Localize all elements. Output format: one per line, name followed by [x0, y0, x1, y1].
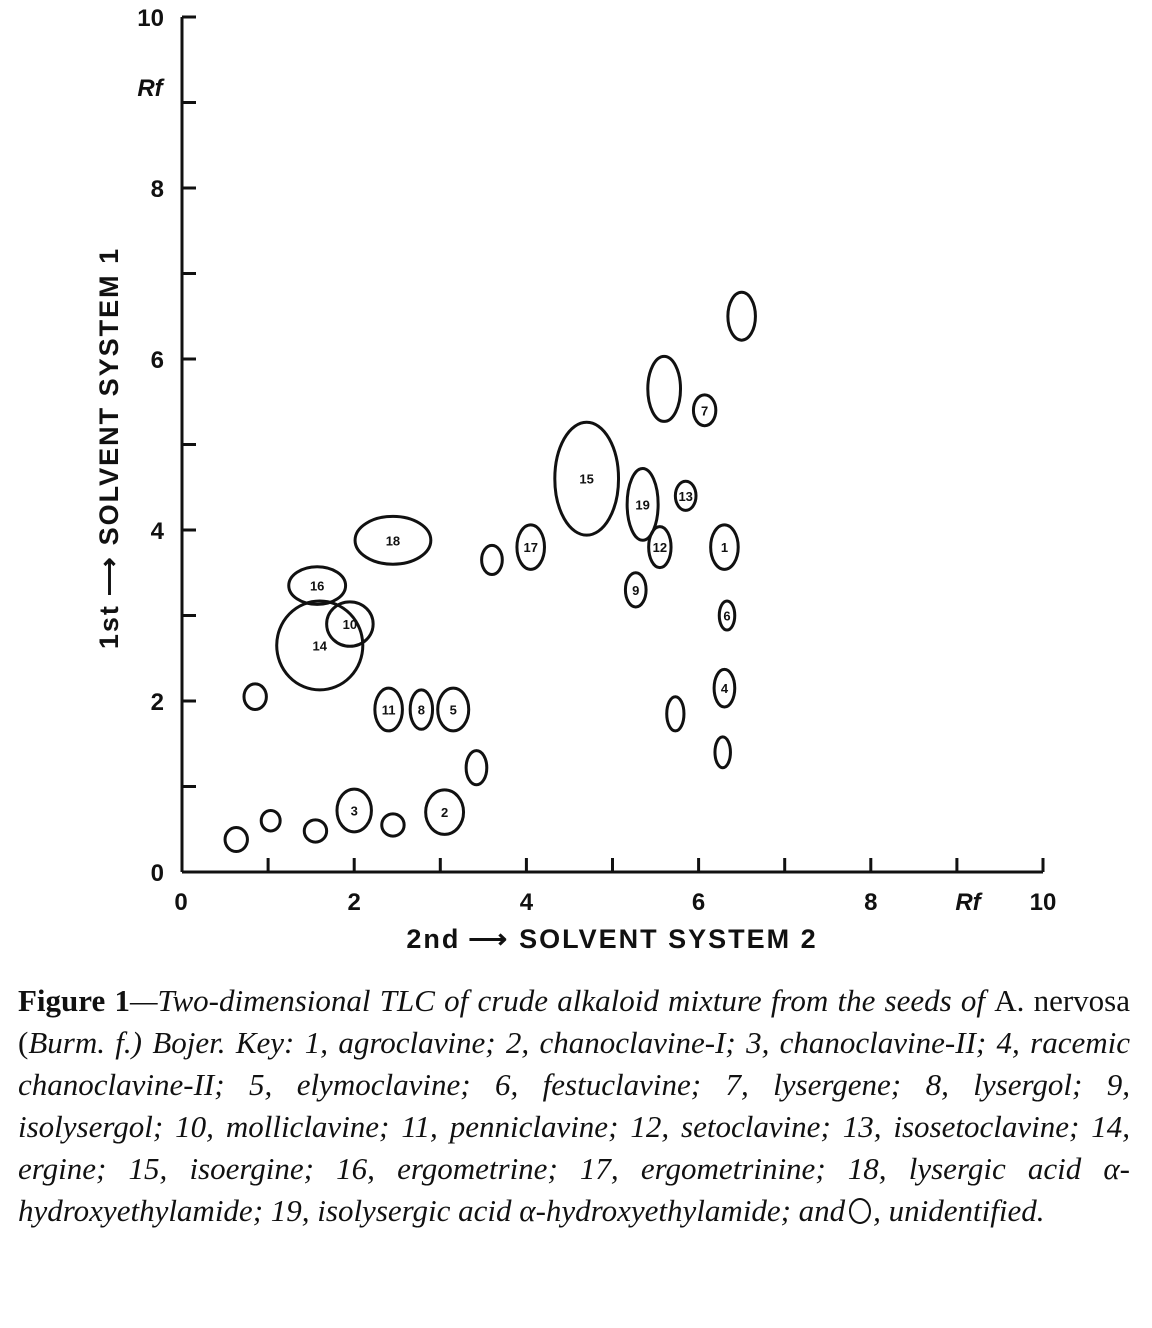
caption-part-1: —Two-dimensional TLC of crude alkaloid mixture from the seeds of	[129, 983, 995, 1018]
y-unit-label: Rf	[137, 75, 163, 102]
y-tick-label: 10	[137, 5, 164, 32]
spot-label: 8	[417, 702, 425, 718]
x-tick-label: 6	[691, 889, 706, 916]
spot-unidentified	[667, 697, 684, 731]
spot-label: 2	[440, 805, 449, 821]
caption-lead: Figure 1	[18, 983, 130, 1018]
y-axis-title: 1st⟶SOLVENT SYSTEM 1	[94, 246, 124, 650]
x-axis-title: 2nd ⟶ SOLVENT SYSTEM 2	[406, 924, 818, 954]
y-axis-label: SOLVENT SYSTEM 1	[94, 246, 124, 546]
spot-unidentified	[482, 545, 503, 574]
spot-label: 7	[701, 403, 709, 419]
x-tick-label: 4	[519, 889, 534, 916]
y-tick-label: 8	[150, 176, 164, 203]
x-axis-prefix: 2nd	[406, 924, 461, 954]
spot-label: 15	[579, 471, 594, 487]
x-tick-label: 8	[864, 889, 878, 916]
spot-unidentified	[382, 814, 404, 836]
y-tick-label: 0	[150, 860, 164, 887]
spot-label: 17	[523, 540, 538, 556]
x-tick-label: 0	[174, 889, 188, 916]
spot-unidentified	[466, 751, 487, 785]
y-tick-label: 4	[150, 518, 164, 545]
caption-part-4: , unidentified.	[873, 1193, 1045, 1228]
y-axis-prefix: 1st	[94, 604, 124, 650]
y-tick-label: 6	[150, 347, 164, 374]
spot-unidentified	[728, 292, 756, 340]
chart-axes	[137, 5, 1056, 916]
spot-label: 11	[381, 702, 396, 718]
spot-label: 18	[385, 533, 401, 549]
chart-spots	[225, 292, 755, 851]
x-axis-label: SOLVENT SYSTEM 2	[519, 924, 818, 954]
spot-unidentified	[225, 828, 247, 852]
caption-part-2: (	[18, 1025, 29, 1060]
spot-unidentified	[244, 684, 266, 710]
spot-label: 12	[652, 540, 668, 556]
spot-label: 19	[635, 497, 650, 513]
spot-label: 6	[723, 608, 731, 624]
spot-label: 5	[449, 702, 457, 718]
x-tick-label: 10	[1029, 889, 1057, 916]
spot-label: 4	[720, 681, 729, 697]
figure-caption	[18, 980, 1130, 1232]
spot-label: 16	[309, 578, 325, 594]
spot-label: 14	[312, 638, 327, 654]
spot-label: 1	[720, 540, 729, 556]
spot-unidentified	[715, 737, 730, 768]
spot-label: 9	[632, 582, 640, 598]
x-unit-label: Rf	[955, 889, 981, 916]
spot-unidentified	[304, 820, 326, 842]
caption-part-3: ) Bojer. Key: 1, agroclavine; 2, chanoclavine-I; 3, chanoclavine-II; 4, racemic chanoclavine-II; 5, elymoclavine; 6, festuclavine; 7, lysergene; 8, lysergol; 9, isolysergol; 10, molliclavine; 11, penniclavine; 12, setoclavine; 13, isosetoclavine; 14, ergine; 15, isoergine; 16, ergometrine; 17, ergometrinine; 18, lysergic acid α-hydroxyethylamide; 19, isolysergic acid α-hydroxyethylamide; and	[18, 1025, 1130, 1228]
caption-authority: Burm. f.	[28, 1025, 132, 1060]
caption-genus: A. nervosa	[994, 983, 1131, 1018]
y-tick-label: 2	[150, 689, 164, 716]
spot-label: 3	[350, 803, 358, 819]
unidentified-circle-icon	[849, 1198, 871, 1224]
spot-unidentified	[261, 810, 280, 831]
spot-label: 13	[678, 488, 693, 504]
spot-label: 10	[342, 617, 358, 633]
spot-unidentified	[648, 356, 681, 421]
x-tick-label: 2	[347, 889, 361, 916]
